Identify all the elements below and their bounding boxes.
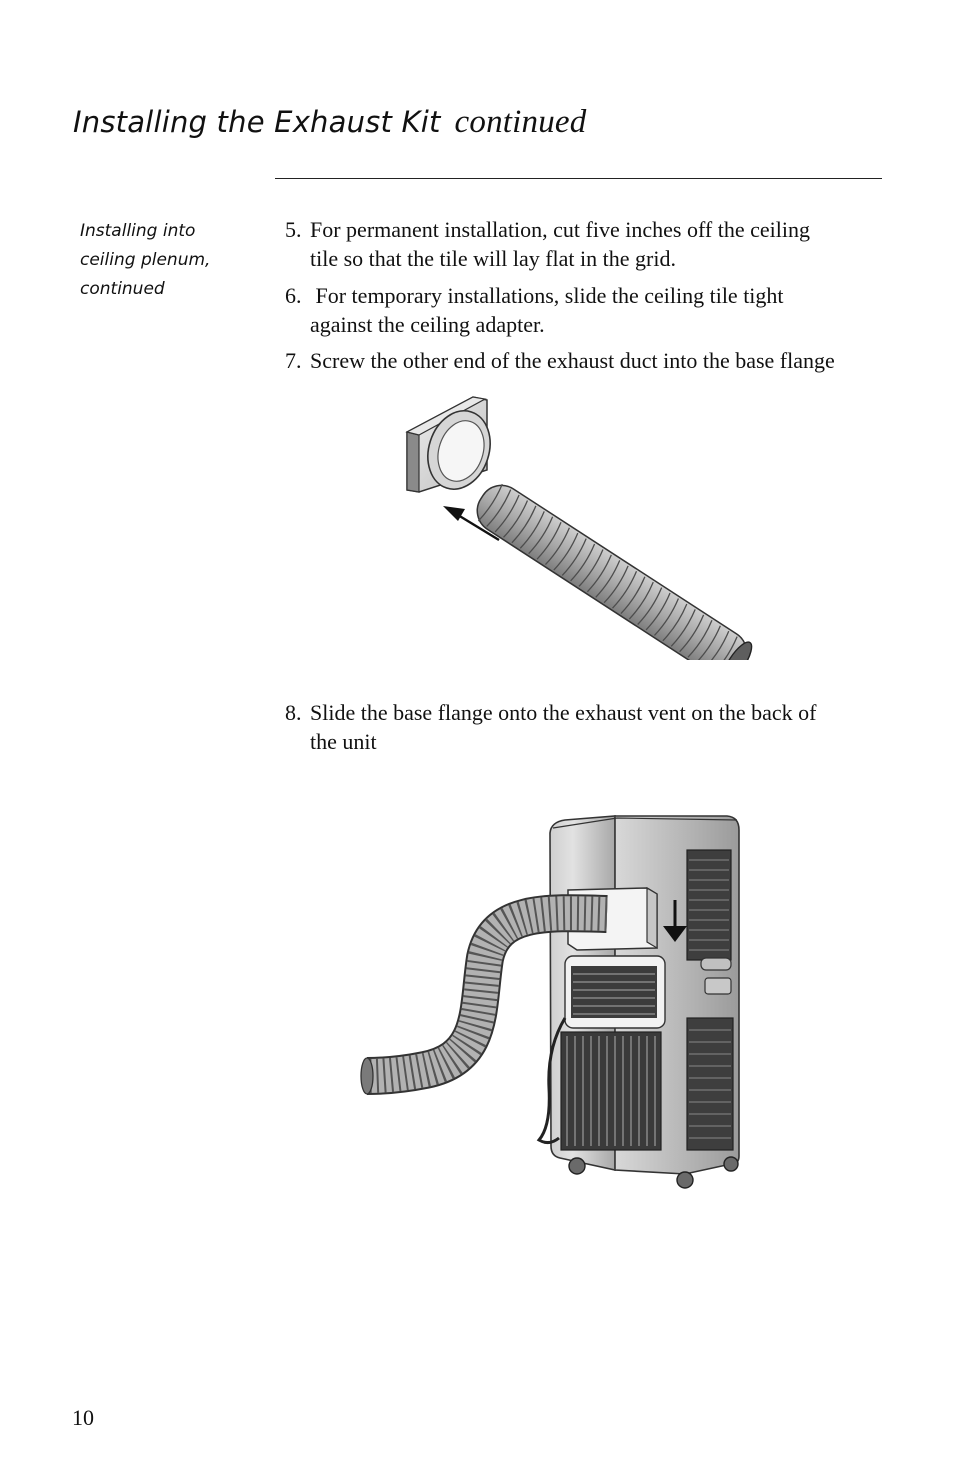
step-6-text-line1: For temporary installations, slide the ceiling tile tight <box>310 283 784 308</box>
page-title-suffix: continued <box>454 104 587 140</box>
step-8-text-line1: Slide the base flange onto the exhaust vent on the back of <box>310 700 817 725</box>
exhaust-duct-flange-illustration <box>395 385 765 660</box>
step-8-text-line2: the unit <box>310 729 377 754</box>
step-5 <box>285 215 885 273</box>
page-number: 10 <box>72 1405 94 1430</box>
step-7 <box>285 346 885 375</box>
step-6-number: 6. <box>285 283 302 308</box>
step-8 <box>285 698 885 756</box>
portable-ac-unit-illustration <box>355 808 755 1193</box>
section-divider <box>275 178 882 179</box>
page-title <box>73 104 586 141</box>
step-7-text-line1: Screw the other end of the exhaust duct into the base flange <box>310 348 835 373</box>
step-8-number: 8. <box>285 700 302 725</box>
step-7-number: 7. <box>285 348 302 373</box>
step-5-text-line2: tile so that the tile will lay flat in the grid. <box>310 246 676 271</box>
section-subheading: Installing into ceiling plenum, continued <box>80 221 211 299</box>
page-title-main: Installing the Exhaust Kit <box>73 105 441 139</box>
step-6 <box>285 281 885 339</box>
step-6-text-line2: against the ceiling adapter. <box>310 312 545 337</box>
step-5-text-line1: For permanent installation, cut five inches off the ceiling <box>310 217 810 242</box>
step-5-number: 5. <box>285 217 302 242</box>
